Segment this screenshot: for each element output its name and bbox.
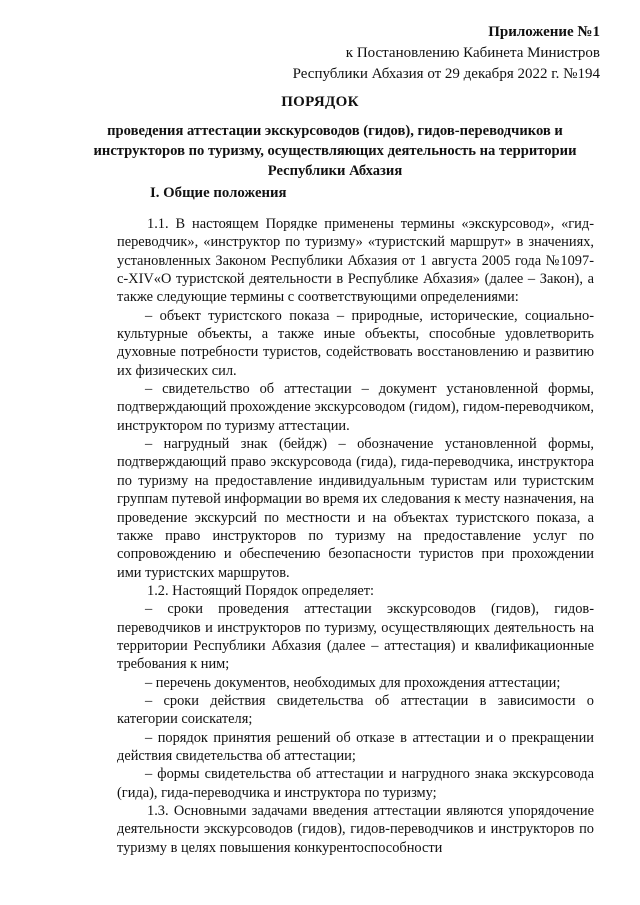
definition-item: – объект туристского показа – природные, исторические, социально-культурные объекты, а также иные объекты, способные удовлетворить духовные потребности туристов, содействовать восстановлению и развитию их физических сил.	[117, 307, 594, 379]
paragraph: 1.3. Основными задачами введения аттестации являются упорядочение деятельности экскурсоводов (гидов), гидов-переводчиков и инструкторов по туризму в целях повышения конкурентоспособности	[117, 803, 594, 856]
list-item: – формы свидетельства об аттестации и нагрудного знака экскурсовода (гида), гида-переводчика и инструктора по туризму;	[117, 766, 594, 801]
paragraph: 1.1. В настоящем Порядке применены термины «экскурсовод», «гид-переводчик», «инструктор по туризму» «туристский маршрут» в значениях, установленных Законом Республики Абхазия от 1 августа 2005 года №1097-с-XIV«О туристской деятельности в Республике Абхазия» (далее – Закон), а также следующие термины с соответствующими определениями:	[117, 216, 594, 306]
paragraph: 1.2. Настоящий Порядок определяет:	[147, 582, 375, 599]
list-item: – сроки проведения аттестации экскурсоводов (гидов), гидов-переводчиков и инструкторов по туризму, осуществляющих деятельность на территории Республики Абхазия (далее – аттестация) и квалификационные требования к ним;	[117, 601, 594, 673]
section-heading: I. Общие положения	[150, 185, 287, 201]
document-title: ПОРЯДОК	[281, 94, 359, 110]
appendix-header	[180, 22, 600, 85]
appendix-label: Приложение №1	[488, 24, 600, 40]
list-item: – порядок принятия решений об отказе в аттестации и о прекращении действия свидетельства об аттестации;	[117, 729, 594, 764]
definition-item: – нагрудный знак (бейдж) – обозначение установленной формы, подтверждающий право экскурсовода (гида), гида-переводчика, инструктора по туризму на предоставление индивидуальным туристам или туристским группам путевой информации во время их следования к месту назначения, на проведение экскурсий по местности и на объектах туристского показа, а также право инструкторов по туризму на предоставление услуг по сопровождению и обеспечению безопасности туристов при прохождении ими туристских маршрутов.	[117, 436, 594, 581]
document-body	[117, 215, 594, 857]
definition-item: – свидетельство об аттестации – документ установленной формы, подтверждающий прохождение экскурсоводом (гидом), гидом-переводчиком, инструктором по туризму аттестации.	[117, 381, 594, 434]
list-item: – сроки действия свидетельства об аттестации в зависимости о категории соискателя;	[117, 692, 594, 728]
appendix-line: Республики Абхазия от 29 декабря 2022 г. №194	[292, 66, 600, 82]
document-subtitle: проведения аттестации экскурсоводов (гидов), гидов-переводчиков и инструкторов по туризму, осуществляющих деятельность на территории Республики Абхазия	[93, 123, 577, 179]
list-item: – перечень документов, необходимых для прохождения аттестации;	[145, 674, 561, 691]
appendix-line: к Постановлению Кабинета Министров	[345, 45, 600, 61]
